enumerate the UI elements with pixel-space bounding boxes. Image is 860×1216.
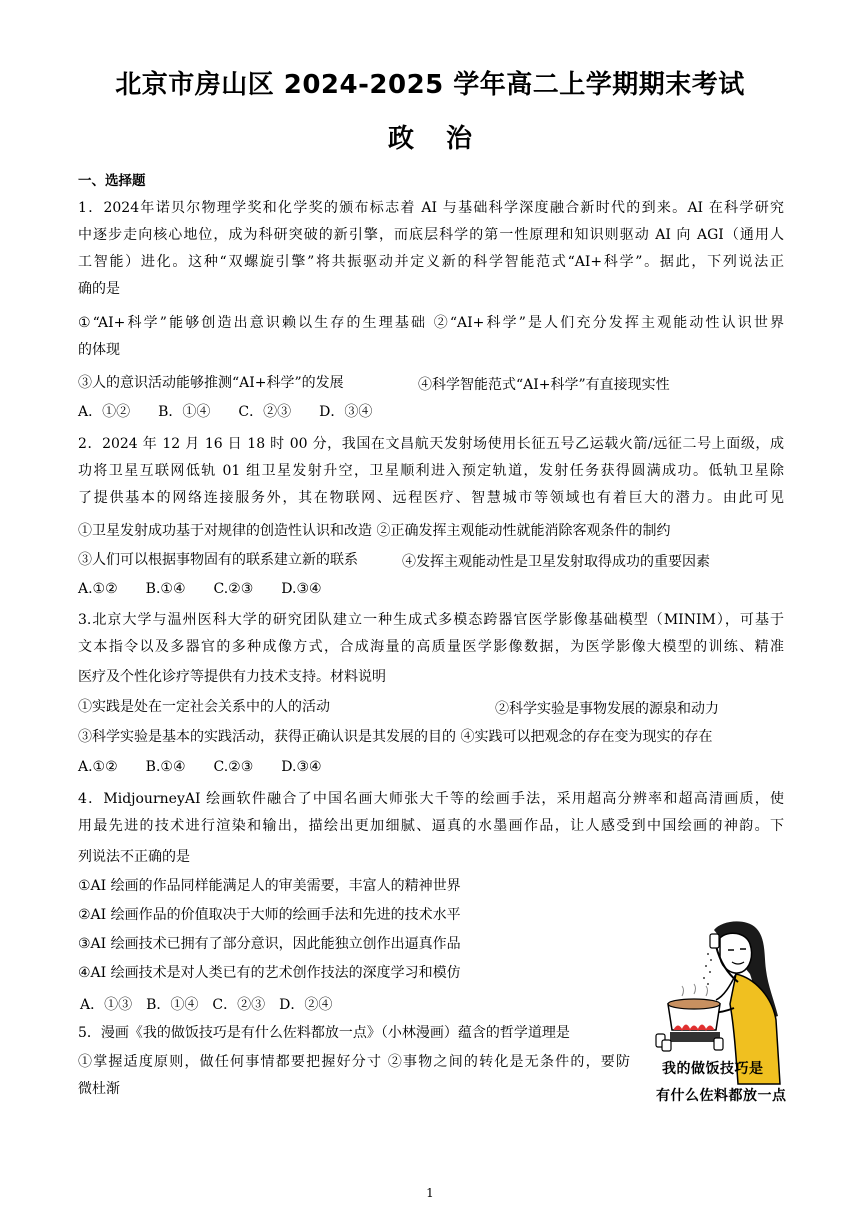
q2-option-4: ④发挥主观能动性是卫星发射取得成功的重要因素 xyxy=(402,554,710,570)
q2-line: 了提供基本的网络连接服务外，其在物联网、远程医疗、智慧城市等领域也有着巨大的潜力。由此可见 xyxy=(78,490,784,506)
q2-answers: A.①② B.①④ C.②③ D.③④ xyxy=(78,581,322,597)
q3-line: 医疗及个性化诊疗等提供有力技术支持。材料说明 xyxy=(78,669,386,685)
q4-option: ②AI 绘画作品的价值取决于大师的绘画手法和先进的技术水平 xyxy=(78,907,461,923)
q3-answers: A.①② B.①④ C.②③ D.③④ xyxy=(78,759,322,775)
q3-option-2: ②科学实验是事物发展的源泉和动力 xyxy=(495,701,719,717)
section-heading: 一、选择题 xyxy=(78,173,146,189)
q2-line: 2．2024 年 12 月 16 日 18 时 00 分，我国在文昌航天发射场使用长征五号乙运载火箭/远征二号上面级，成 xyxy=(78,436,784,452)
q3-option-34: ③科学实验是基本的实践活动，获得正确认识是其发展的目的 ④实践可以把观念的存在变为现实的存在 xyxy=(78,729,713,745)
q4-line: 用最先进的技术进行渲染和输出，描绘出更加细腻、逼真的水墨画作品，让人感受到中国绘画的神韵。下 xyxy=(78,818,784,834)
q1-option-4: ④科学智能范式“AI+科学”有直接现实性 xyxy=(418,377,670,393)
q4-line: 4．MidjourneyAI 绘画软件融合了中国名画大师张大千等的绘画手法，采用超高分辨率和超高清画质，使 xyxy=(78,791,784,807)
q5-option-line: 微杜渐 xyxy=(78,1081,120,1097)
q2-line: 功将卫星互联网低轨 01 组卫星发射升空，卫星顺利进入预定轨道，发射任务获得圆满成功。低轨卫星除 xyxy=(78,463,784,479)
q1-line: 确的是 xyxy=(78,281,120,297)
q5-option-line: ①掌握适度原则，做任何事情都要把握好分寸 ②事物之间的转化是无条件的，要防 xyxy=(78,1054,630,1070)
q1-option-line: 的体现 xyxy=(78,342,120,358)
q1-answers: A．①② B．①④ C．②③ D．③④ xyxy=(78,404,373,420)
q4-option: ①AI 绘画的作品同样能满足人的审美需要，丰富人的精神世界 xyxy=(78,878,461,894)
q3-line: 文本指令以及多器官的多种成像方式，合成海量的高质量医学影像数据，为医学影像大模型的训练、精准 xyxy=(78,639,784,655)
q1-line: 工智能）进化。这种“双螺旋引擎”将共振驱动并定义新的科学智能范式“AI+科学”。据此，下列说法正 xyxy=(78,254,784,270)
subject-title: 政治 xyxy=(387,124,504,154)
q4-line: 列说法不正确的是 xyxy=(78,849,190,865)
q4-option: ③AI 绘画技术已拥有了部分意识，因此能独立创作出逼真作品 xyxy=(78,936,461,952)
cartoon-caption: 我的做饭技巧是 xyxy=(662,1061,764,1077)
q1-option-line: ①“AI+科学”能够创造出意识赖以生存的生理基础 ②“AI+科学”是人们充分发挥主观能动性认识世界 xyxy=(78,315,784,331)
page-number: 1 xyxy=(426,1186,434,1200)
q4-answers: A．①③ B．①④ C．②③ D．②④ xyxy=(80,997,333,1013)
q1-option-3: ③人的意识活动能够推测“AI+科学”的发展 xyxy=(78,375,344,391)
q3-line: 3.北京大学与温州医科大学的研究团队建立一种生成式多模态跨器官医学影像基础模型（MINIM），可基于 xyxy=(78,612,784,628)
q5-line: 5．漫画《我的做饭技巧是有什么佐料都放一点》（小林漫画）蕴含的哲学道理是 xyxy=(78,1025,570,1041)
q3-option-1: ①实践是处在一定社会关系中的人的活动 xyxy=(78,699,330,715)
exam-title: 北京市房山区 2024-2025 学年高二上学期期末考试 xyxy=(115,70,745,100)
q4-option: ④AI 绘画技术是对人类已有的艺术创作技法的深度学习和模仿 xyxy=(78,965,461,981)
cartoon-caption: 有什么佐料都放一点 xyxy=(656,1088,787,1104)
q1-line: 1．2024年诺贝尔物理学奖和化学奖的颁布标志着 AI 与基础科学深度融合新时代的到来。AI 在科学研究 xyxy=(78,200,784,216)
q2-option-3: ③人们可以根据事物固有的联系建立新的联系 xyxy=(78,552,358,568)
q2-option-line: ①卫星发射成功基于对规律的创造性认识和改造 ②正确发挥主观能动性就能消除客观条件的制约 xyxy=(78,523,671,539)
q1-line: 中逐步走向核心地位，成为科研突破的新引擎，而底层科学的第一性原理和知识则驱动 AI 向 AGI（通用人 xyxy=(78,227,784,243)
